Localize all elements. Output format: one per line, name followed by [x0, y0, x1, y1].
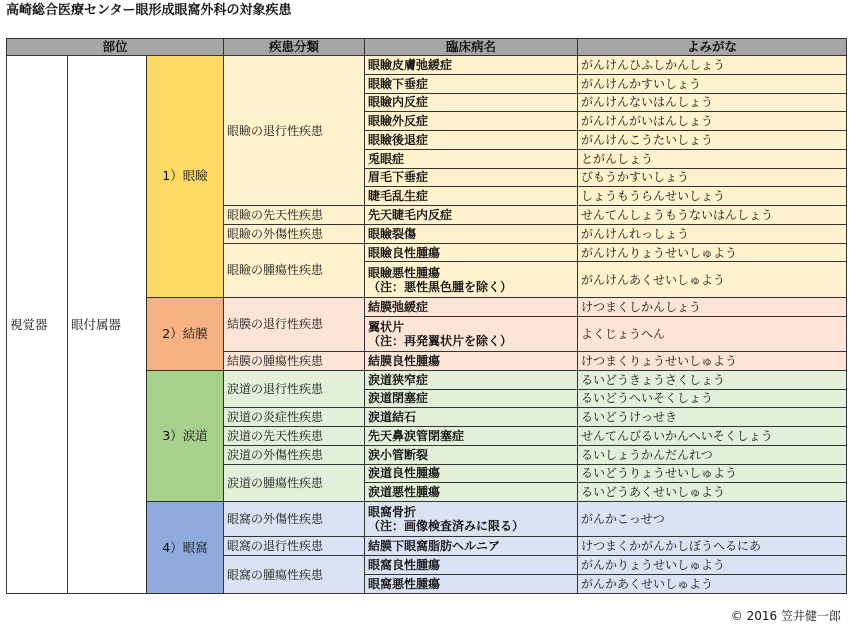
disease-cell — [365, 445, 578, 464]
disease-name: 睫毛乱生症 — [368, 189, 429, 204]
disease-cell — [365, 168, 578, 187]
disease-name: 結膜弛緩症 — [368, 299, 429, 314]
disease-cell — [365, 427, 578, 446]
disease-cell — [365, 575, 578, 594]
disease-name: 眼瞼後退症 — [368, 132, 429, 147]
disease-table — [6, 38, 847, 594]
disease-note: （注：悪性黒色腫を除く） — [368, 279, 513, 294]
category-cell: 眼瞼の退行性疾患 — [224, 56, 365, 206]
disease-cell — [365, 389, 578, 408]
category-cell: 眼瞼の腫瘍性疾患 — [224, 243, 365, 297]
disease-cell — [365, 464, 578, 483]
yomi-cell: せんてんしょうもうないはんしょう — [578, 206, 847, 225]
disease-cell — [365, 408, 578, 427]
copyright-year: 2016 — [746, 609, 778, 623]
disease-name: 眼瞼裂傷 — [368, 226, 417, 241]
disease-cell — [365, 316, 578, 351]
disease-name: 先天睫毛内反症 — [368, 208, 453, 222]
category-cell: 涙道の腫瘍性疾患 — [224, 464, 365, 502]
disease-cell — [365, 262, 578, 297]
header-disease: 臨床病名 — [365, 39, 578, 56]
disease-cell — [365, 206, 578, 225]
yomi-cell: がんけんないはんしょう — [578, 93, 847, 112]
yomi-cell: るいどうりょうせいしゅよう — [578, 464, 847, 483]
yomi-cell: がんけんあくせいしゅよう — [578, 262, 847, 297]
disease-cell — [365, 93, 578, 112]
part-sub-cell: 眼付属器 — [68, 56, 147, 594]
category-cell: 眼瞼の外傷性疾患 — [224, 224, 365, 243]
disease-cell — [365, 74, 578, 93]
table-row — [7, 56, 847, 75]
disease-name: 眼瞼良性腫瘍 — [368, 245, 441, 260]
yomi-cell: けつまくりょうせいしゅよう — [578, 351, 847, 370]
disease-name: 眼窩骨折 — [368, 505, 417, 520]
part-main-cell: 視覚器 — [7, 56, 68, 594]
disease-note: （注：画像検査済みに限る） — [368, 519, 525, 534]
yomi-cell: るいどうあくせいしゅよう — [578, 483, 847, 502]
disease-name: 眼瞼皮膚弛緩症 — [368, 57, 453, 72]
disease-name: 涙道悪性腫瘍 — [368, 485, 441, 500]
disease-name: 翼状片 — [368, 319, 405, 334]
disease-name: 眼瞼悪性腫瘍 — [368, 265, 441, 280]
page-title: 高崎総合医療センター眼形成眼窩外科の対象疾患 — [6, 3, 292, 18]
disease-note: （注：再発翼状片を除く） — [368, 333, 513, 348]
yomi-cell: とがんしょう — [578, 149, 847, 168]
yomi-cell: がんかこっせつ — [578, 502, 847, 537]
yomi-cell: がんかあくせいしゅよう — [578, 575, 847, 594]
disease-name: 眼窩悪性腫瘍 — [368, 577, 441, 591]
yomi-cell: びもうかすいしょう — [578, 168, 847, 187]
yomi-cell: がんけんれっしょう — [578, 224, 847, 243]
disease-name: 涙小管断裂 — [368, 447, 429, 462]
yomi-cell: るいどうへいそくしょう — [578, 389, 847, 408]
disease-name: 先天鼻涙管閉塞症 — [368, 428, 465, 443]
region-cell: 3）涙道 — [147, 370, 224, 501]
header-category: 疾患分類 — [224, 39, 365, 56]
category-cell: 結膜の腫瘍性疾患 — [224, 351, 365, 370]
disease-cell — [365, 556, 578, 575]
yomi-cell: よくじょうへん — [578, 316, 847, 351]
category-cell: 涙道の炎症性疾患 — [224, 408, 365, 427]
disease-cell — [365, 243, 578, 262]
yomi-cell: るいしょうかんだんれつ — [578, 445, 847, 464]
yomi-cell: がんけんかすいしょう — [578, 74, 847, 93]
category-cell: 眼窩の外傷性疾患 — [224, 502, 365, 537]
yomi-cell: るいどうきょうさくしょう — [578, 370, 847, 389]
disease-cell — [365, 149, 578, 168]
disease-name: 結膜良性腫瘍 — [368, 353, 441, 368]
header-part: 部位 — [7, 39, 224, 56]
disease-name: 涙道狭窄症 — [368, 372, 429, 387]
disease-name: 眼瞼下垂症 — [368, 76, 429, 91]
category-cell: 涙道の退行性疾患 — [224, 370, 365, 408]
disease-cell — [365, 112, 578, 131]
disease-name: 涙道閉塞症 — [368, 391, 429, 406]
disease-cell — [365, 537, 578, 556]
category-cell: 眼窩の腫瘍性疾患 — [224, 556, 365, 594]
category-cell: 涙道の外傷性疾患 — [224, 445, 365, 464]
disease-name: 涙道良性腫瘍 — [368, 466, 441, 481]
yomi-cell: せんてんびるいかんへいそくしょう — [578, 427, 847, 446]
category-cell: 涙道の先天性疾患 — [224, 427, 365, 446]
disease-cell — [365, 131, 578, 150]
table-header-row — [7, 39, 847, 56]
yomi-cell: けつまくかがんかしぼうへるにあ — [578, 537, 847, 556]
disease-cell — [365, 224, 578, 243]
region-cell: 1）眼瞼 — [147, 56, 224, 298]
yomi-cell: るいどうけっせき — [578, 408, 847, 427]
yomi-cell: がんけんこうたいしょう — [578, 131, 847, 150]
copyright — [731, 609, 841, 623]
disease-cell — [365, 187, 578, 206]
yomi-cell: がんかりょうせいしゅよう — [578, 556, 847, 575]
copyright-symbol: © — [730, 609, 743, 623]
yomi-cell: けつまくしかんしょう — [578, 297, 847, 316]
yomi-cell: がんけんりょうせいしゅよう — [578, 243, 847, 262]
disease-cell — [365, 297, 578, 316]
disease-cell — [365, 351, 578, 370]
disease-name: 結膜下眼窩脂肪ヘルニア — [368, 539, 501, 554]
disease-name: 眼瞼外反症 — [368, 114, 429, 129]
disease-cell — [365, 483, 578, 502]
disease-name: 兎眼症 — [368, 151, 405, 166]
yomi-cell: しょうもうらんせいしょう — [578, 187, 847, 206]
category-cell: 眼瞼の先天性疾患 — [224, 206, 365, 225]
yomi-cell: がんけんひふしかんしょう — [578, 56, 847, 75]
disease-cell — [365, 502, 578, 537]
author-name: 笠井健一郎 — [780, 609, 841, 623]
region-cell: 4）眼窩 — [147, 502, 224, 594]
category-cell: 結膜の退行性疾患 — [224, 297, 365, 351]
region-cell: 2）結膜 — [147, 297, 224, 370]
table-body — [7, 56, 847, 594]
category-cell: 眼窩の退行性疾患 — [224, 537, 365, 556]
disease-name: 眉毛下垂症 — [368, 170, 429, 185]
disease-name: 眼瞼内反症 — [368, 95, 429, 110]
disease-cell — [365, 56, 578, 75]
yomi-cell: がんけんがいはんしょう — [578, 112, 847, 131]
header-yomi: よみがな — [578, 39, 847, 56]
disease-cell — [365, 370, 578, 389]
disease-name: 涙道結石 — [368, 410, 417, 425]
disease-name: 眼窩良性腫瘍 — [368, 558, 441, 573]
